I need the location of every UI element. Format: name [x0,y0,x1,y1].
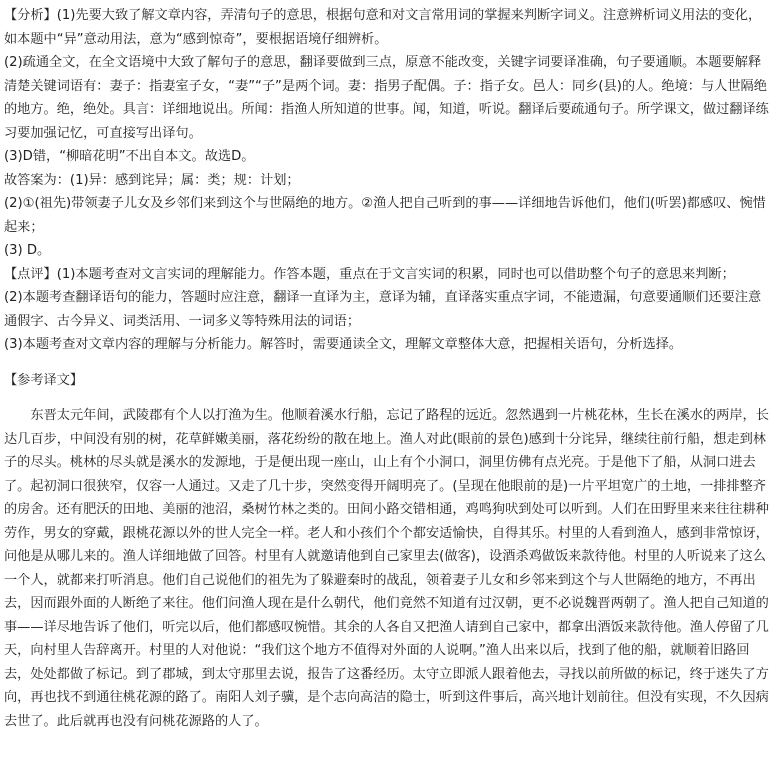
analysis-paragraph-2: (2)疏通全文，在全文语境中大致了解句子的意思，翻译要做到三点，原意不能改变，关键字词要译准确，句子要通顺。本题要解释清楚关键词语有：妻子：指妻室子女，“妻”“子”是两个词。妻：指男子配偶。子：指子女。邑人：同乡(县)的人。绝境：与人世隔绝的地方。绝，绝处。具言：详细地说出。所闻：指渔人所知道的世事。闻，知道，听说。翻译后要疏通句子。所学课文，做过翻译练习要加强记忆，可直接写出译句。 [4,55,769,141]
comment-paragraph-3: (3)本题考查对文章内容的理解与分析能力。解答时，需要通读全文，理解文章整体大意，把握相关语句，分析选择。 [4,337,683,352]
section-gap [4,392,774,404]
translation-heading: 【参考译文】 [4,372,84,388]
answer-line-3: (3) D。 [4,243,51,258]
comment-paragraph-1: 【点评】(1)本题考查对文言实词的理解能力。作答本题，重点在于文言实词的积累，同时也可以借助整个句子的意思来判断； [4,266,735,282]
answer-line-2: (2)①(祖先)带领妻子儿女及乡邻们来到这个与世隔绝的地方。②渔人把自己听到的事——详细地告诉他们，他们(听罢)都感叹、惋惜起来； [4,196,766,235]
translation-body: 东晋太元年间，武陵郡有个人以打渔为生。他顺着溪水行船，忘记了路程的远近。忽然遇到一片桃花林，生长在溪水的两岸，长达几百步，中间没有别的树，花草鲜嫩美丽，落花纷纷的散在地上。渔人对此(眼前的景色)感到十分诧异，继续往前行船，想走到林子的尽头。桃林的尽头就是溪水的发源地，于是便出现一座山，山上有个小洞口，洞里仿佛有点光亮。于是他下了船，从洞口进去了。起初洞口很狭窄，仅容一人通过。又走了几十步，突然变得开阔明亮了。(呈现在他眼前的是)一片平坦宽广的土地，一排排整齐的房舍。还有肥沃的田地、美丽的池沼，桑树竹林之类的。田间小路交错相通，鸡鸣狗吠到处可以听到。人们在田野里来来往往耕种劳作，男女的穿戴，跟桃花源以外的世人完全一样。老人和小孩们个个都安适愉快，自得其乐。村里的人看到渔人，感到非常惊讶，问他是从哪儿来的。渔人详细地做了回答。村里有人就邀请他到自己家里去(做客)，设酒杀鸡做饭来款待他。村里的人听说来了这么一个人，就都来打听消息。他们自己说他们的祖先为了躲避秦时的战乱，领着妻子儿女和乡邻来到这个与人世隔绝的地方，不再出去，因而跟外面的人断绝了来往。他们问渔人现在是什么朝代，他们竟然不知道有过汉朝，更不必说魏晋两朝了。渔人把自己知道的事——详尽地告诉了他们，听完以后，他们都感叹惋惜。其余的人各自又把渔人请到自己家中，都拿出酒饭来款待他。渔人停留了几天，向村里人告辞离开。村里的人对他说：“我们这个地方不值得对外面的人说啊。”渔人出来以后，找到了他的船，就顺着旧路回去，处处都做了标记。到了郡城，到太守那里去说，报告了这番经历。太守立即派人跟着他去，寻找以前所做的标记，终于迷失了方向，再也找不到通往桃花源的路了。南阳人刘子骥，是个志向高洁的隐士，听到这件事后，高兴地计划前往。但没有实现，不久因病去世了。此后就再也没有问桃花源路的人了。 [4,408,769,729]
section-gap [4,357,774,369]
analysis-paragraph-1: 【分析】(1)先要大致了解文章内容，弄清句子的意思，根据句意和对文言常用词的掌握来判断字词义。注意辨析词义用法的变化，如本题中“异”意动用法，意为“感到惊奇”，要根据语境仔细辨析。 [4,8,762,47]
comment-paragraph-2: (2)本题考查翻译语句的能力，答题时应注意，翻译一直译为主，意译为辅，直译落实重点字词，不能遗漏，句意要通顺们还要注意通假字、古今异义、词类活用、一词多义等特殊用法的词语； [4,290,762,329]
answer-line-1: 故答案为：(1)异：感到诧异；属：类；规：计划； [4,172,300,188]
analysis-paragraph-3: (3)D错，“柳暗花明”不出自本文。故选D。 [4,149,255,164]
